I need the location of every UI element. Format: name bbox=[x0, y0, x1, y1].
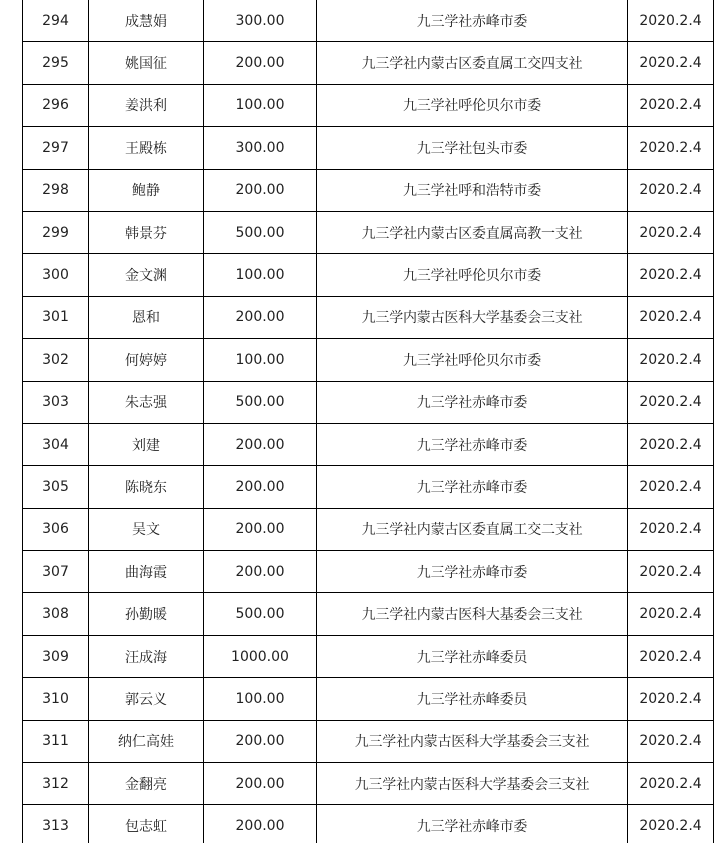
date-cell: 2020.2.4 bbox=[628, 42, 714, 84]
amount-cell: 100.00 bbox=[204, 678, 317, 720]
amount-cell: 200.00 bbox=[204, 169, 317, 211]
organization-cell: 九三学社赤峰市委 bbox=[317, 466, 628, 508]
table-row bbox=[23, 635, 714, 677]
organization-cell: 九三学社内蒙古医科大基委会三支社 bbox=[317, 593, 628, 635]
donor-name-cell: 朱志强 bbox=[89, 381, 204, 423]
date-cell: 2020.2.4 bbox=[628, 127, 714, 169]
donor-name-cell: 孙勤暖 bbox=[89, 593, 204, 635]
date-cell: 2020.2.4 bbox=[628, 296, 714, 338]
donor-name-cell: 姜洪利 bbox=[89, 84, 204, 126]
table-row bbox=[23, 678, 714, 720]
amount-cell: 500.00 bbox=[204, 211, 317, 253]
date-cell: 2020.2.4 bbox=[628, 805, 714, 843]
organization-cell: 九三学社内蒙古区委直属高教一支社 bbox=[317, 211, 628, 253]
donor-name-cell: 韩景芬 bbox=[89, 211, 204, 253]
table-row bbox=[23, 720, 714, 762]
table-row bbox=[23, 339, 714, 381]
date-cell: 2020.2.4 bbox=[628, 254, 714, 296]
amount-cell: 1000.00 bbox=[204, 635, 317, 677]
organization-cell: 九三学社赤峰市委 bbox=[317, 0, 628, 42]
date-cell: 2020.2.4 bbox=[628, 339, 714, 381]
amount-cell: 300.00 bbox=[204, 127, 317, 169]
organization-cell: 九三学社内蒙古区委直属工交四支社 bbox=[317, 42, 628, 84]
amount-cell: 100.00 bbox=[204, 254, 317, 296]
donor-name-cell: 纳仁高娃 bbox=[89, 720, 204, 762]
table-row bbox=[23, 42, 714, 84]
amount-cell: 300.00 bbox=[204, 0, 317, 42]
table-row bbox=[23, 211, 714, 253]
table-row bbox=[23, 84, 714, 126]
row-number-cell: 298 bbox=[23, 169, 89, 211]
amount-cell: 200.00 bbox=[204, 551, 317, 593]
organization-cell: 九三学社呼伦贝尔市委 bbox=[317, 254, 628, 296]
row-number-cell: 297 bbox=[23, 127, 89, 169]
row-number-cell: 296 bbox=[23, 84, 89, 126]
organization-cell: 九三学社赤峰市委 bbox=[317, 805, 628, 843]
row-number-cell: 294 bbox=[23, 0, 89, 42]
date-cell: 2020.2.4 bbox=[628, 551, 714, 593]
date-cell: 2020.2.4 bbox=[628, 635, 714, 677]
donor-name-cell: 金翻亮 bbox=[89, 763, 204, 805]
row-number-cell: 301 bbox=[23, 296, 89, 338]
amount-cell: 200.00 bbox=[204, 720, 317, 762]
date-cell: 2020.2.4 bbox=[628, 593, 714, 635]
date-cell: 2020.2.4 bbox=[628, 423, 714, 465]
row-number-cell: 307 bbox=[23, 551, 89, 593]
organization-cell: 九三学社赤峰市委 bbox=[317, 551, 628, 593]
amount-cell: 500.00 bbox=[204, 381, 317, 423]
date-cell: 2020.2.4 bbox=[628, 720, 714, 762]
amount-cell: 200.00 bbox=[204, 508, 317, 550]
table-row bbox=[23, 593, 714, 635]
amount-cell: 100.00 bbox=[204, 84, 317, 126]
date-cell: 2020.2.4 bbox=[628, 381, 714, 423]
table-body bbox=[23, 0, 714, 843]
organization-cell: 九三学社内蒙古医科大学基委会三支社 bbox=[317, 720, 628, 762]
row-number-cell: 309 bbox=[23, 635, 89, 677]
row-number-cell: 303 bbox=[23, 381, 89, 423]
table-row bbox=[23, 423, 714, 465]
table-row bbox=[23, 296, 714, 338]
amount-cell: 200.00 bbox=[204, 296, 317, 338]
organization-cell: 九三学内蒙古医科大学基委会三支社 bbox=[317, 296, 628, 338]
amount-cell: 200.00 bbox=[204, 466, 317, 508]
amount-cell: 200.00 bbox=[204, 42, 317, 84]
donor-name-cell: 刘建 bbox=[89, 423, 204, 465]
table-row bbox=[23, 805, 714, 843]
organization-cell: 九三学社内蒙古区委直属工交二支社 bbox=[317, 508, 628, 550]
amount-cell: 100.00 bbox=[204, 339, 317, 381]
row-number-cell: 306 bbox=[23, 508, 89, 550]
table-row bbox=[23, 0, 714, 42]
donor-name-cell: 汪成海 bbox=[89, 635, 204, 677]
row-number-cell: 312 bbox=[23, 763, 89, 805]
organization-cell: 九三学社呼伦贝尔市委 bbox=[317, 339, 628, 381]
organization-cell: 九三学社赤峰市委 bbox=[317, 423, 628, 465]
donor-name-cell: 姚国征 bbox=[89, 42, 204, 84]
row-number-cell: 300 bbox=[23, 254, 89, 296]
table-row bbox=[23, 508, 714, 550]
table-row bbox=[23, 763, 714, 805]
donor-name-cell: 郭云义 bbox=[89, 678, 204, 720]
row-number-cell: 302 bbox=[23, 339, 89, 381]
donor-name-cell: 王殿栋 bbox=[89, 127, 204, 169]
donation-table bbox=[22, 0, 714, 843]
date-cell: 2020.2.4 bbox=[628, 169, 714, 211]
donor-name-cell: 何婷婷 bbox=[89, 339, 204, 381]
amount-cell: 200.00 bbox=[204, 763, 317, 805]
date-cell: 2020.2.4 bbox=[628, 508, 714, 550]
organization-cell: 九三学社包头市委 bbox=[317, 127, 628, 169]
organization-cell: 九三学社呼和浩特市委 bbox=[317, 169, 628, 211]
table-row bbox=[23, 254, 714, 296]
organization-cell: 九三学社内蒙古医科大学基委会三支社 bbox=[317, 763, 628, 805]
donor-name-cell: 恩和 bbox=[89, 296, 204, 338]
donor-name-cell: 曲海霞 bbox=[89, 551, 204, 593]
organization-cell: 九三学社赤峰市委 bbox=[317, 381, 628, 423]
row-number-cell: 311 bbox=[23, 720, 89, 762]
donor-name-cell: 成慧娟 bbox=[89, 0, 204, 42]
date-cell: 2020.2.4 bbox=[628, 763, 714, 805]
date-cell: 2020.2.4 bbox=[628, 84, 714, 126]
row-number-cell: 299 bbox=[23, 211, 89, 253]
row-number-cell: 305 bbox=[23, 466, 89, 508]
amount-cell: 200.00 bbox=[204, 423, 317, 465]
row-number-cell: 295 bbox=[23, 42, 89, 84]
organization-cell: 九三学社呼伦贝尔市委 bbox=[317, 84, 628, 126]
amount-cell: 500.00 bbox=[204, 593, 317, 635]
date-cell: 2020.2.4 bbox=[628, 211, 714, 253]
row-number-cell: 310 bbox=[23, 678, 89, 720]
table-row bbox=[23, 381, 714, 423]
table-row bbox=[23, 551, 714, 593]
donor-name-cell: 鲍静 bbox=[89, 169, 204, 211]
organization-cell: 九三学社赤峰委员 bbox=[317, 678, 628, 720]
table-row bbox=[23, 466, 714, 508]
date-cell: 2020.2.4 bbox=[628, 0, 714, 42]
donor-name-cell: 金文渊 bbox=[89, 254, 204, 296]
donor-name-cell: 吴文 bbox=[89, 508, 204, 550]
date-cell: 2020.2.4 bbox=[628, 466, 714, 508]
row-number-cell: 304 bbox=[23, 423, 89, 465]
table-row bbox=[23, 127, 714, 169]
organization-cell: 九三学社赤峰委员 bbox=[317, 635, 628, 677]
amount-cell: 200.00 bbox=[204, 805, 317, 843]
donor-name-cell: 陈晓东 bbox=[89, 466, 204, 508]
date-cell: 2020.2.4 bbox=[628, 678, 714, 720]
row-number-cell: 313 bbox=[23, 805, 89, 843]
donor-name-cell: 包志虹 bbox=[89, 805, 204, 843]
row-number-cell: 308 bbox=[23, 593, 89, 635]
table-row bbox=[23, 169, 714, 211]
